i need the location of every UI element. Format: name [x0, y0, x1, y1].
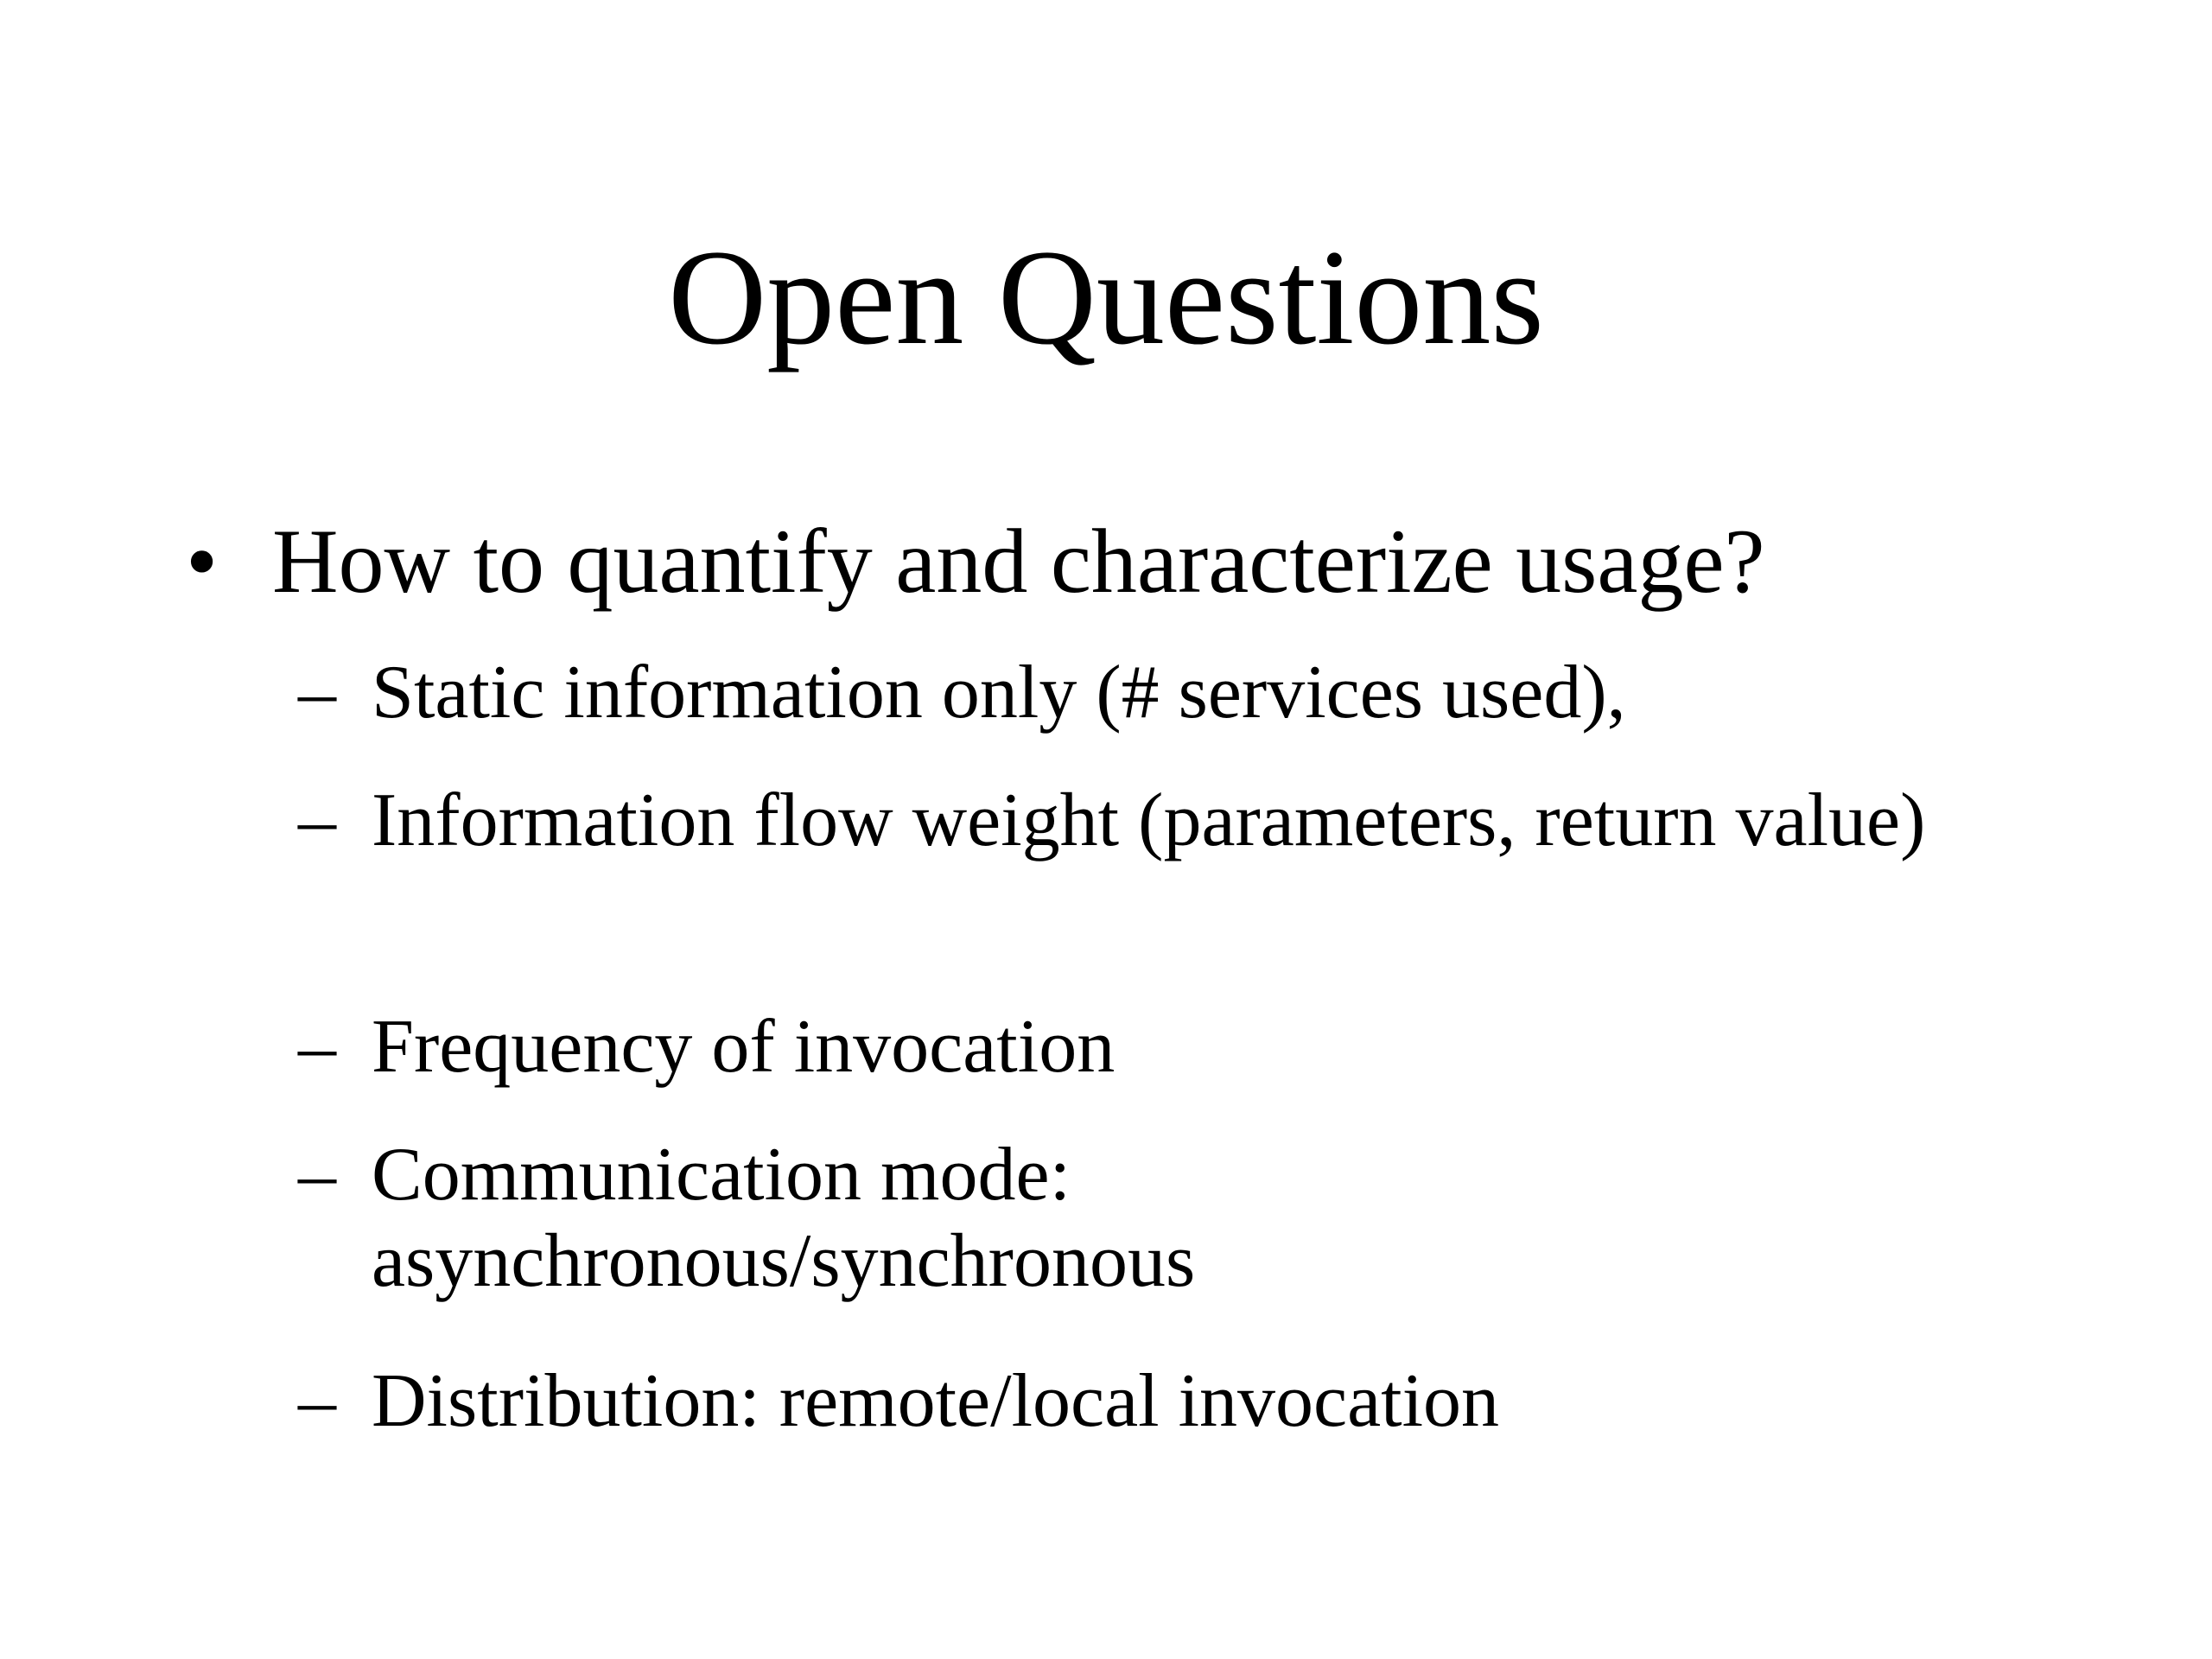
dash-marker: – [298, 651, 336, 734]
dash-marker: – [298, 1359, 336, 1443]
bullet-marker: • [186, 511, 219, 612]
sub-item-text: Static information only (# services used), [372, 651, 1626, 734]
sub-item-text: Frequency of invocation [372, 1005, 1116, 1089]
sub-item-text: Communication mode: asynchronous/synchronous [372, 1133, 1196, 1303]
sub-item [298, 1132, 1508, 1305]
slide-title: Open Questions [668, 222, 1544, 373]
sub-item [298, 650, 1940, 736]
bullet-text: How to quantify and characterize usage? [272, 511, 1765, 612]
sub-item [298, 778, 1957, 864]
sub-item-text: Information flow weight (parameters, return value) [372, 779, 1926, 862]
sub-item-text: Distribution: remote/local invocation [372, 1359, 1500, 1443]
sub-item [298, 1358, 1940, 1445]
dash-marker: – [298, 1005, 336, 1089]
dash-marker: – [298, 1133, 336, 1217]
dash-marker: – [298, 779, 336, 862]
sub-item [298, 1004, 1940, 1090]
